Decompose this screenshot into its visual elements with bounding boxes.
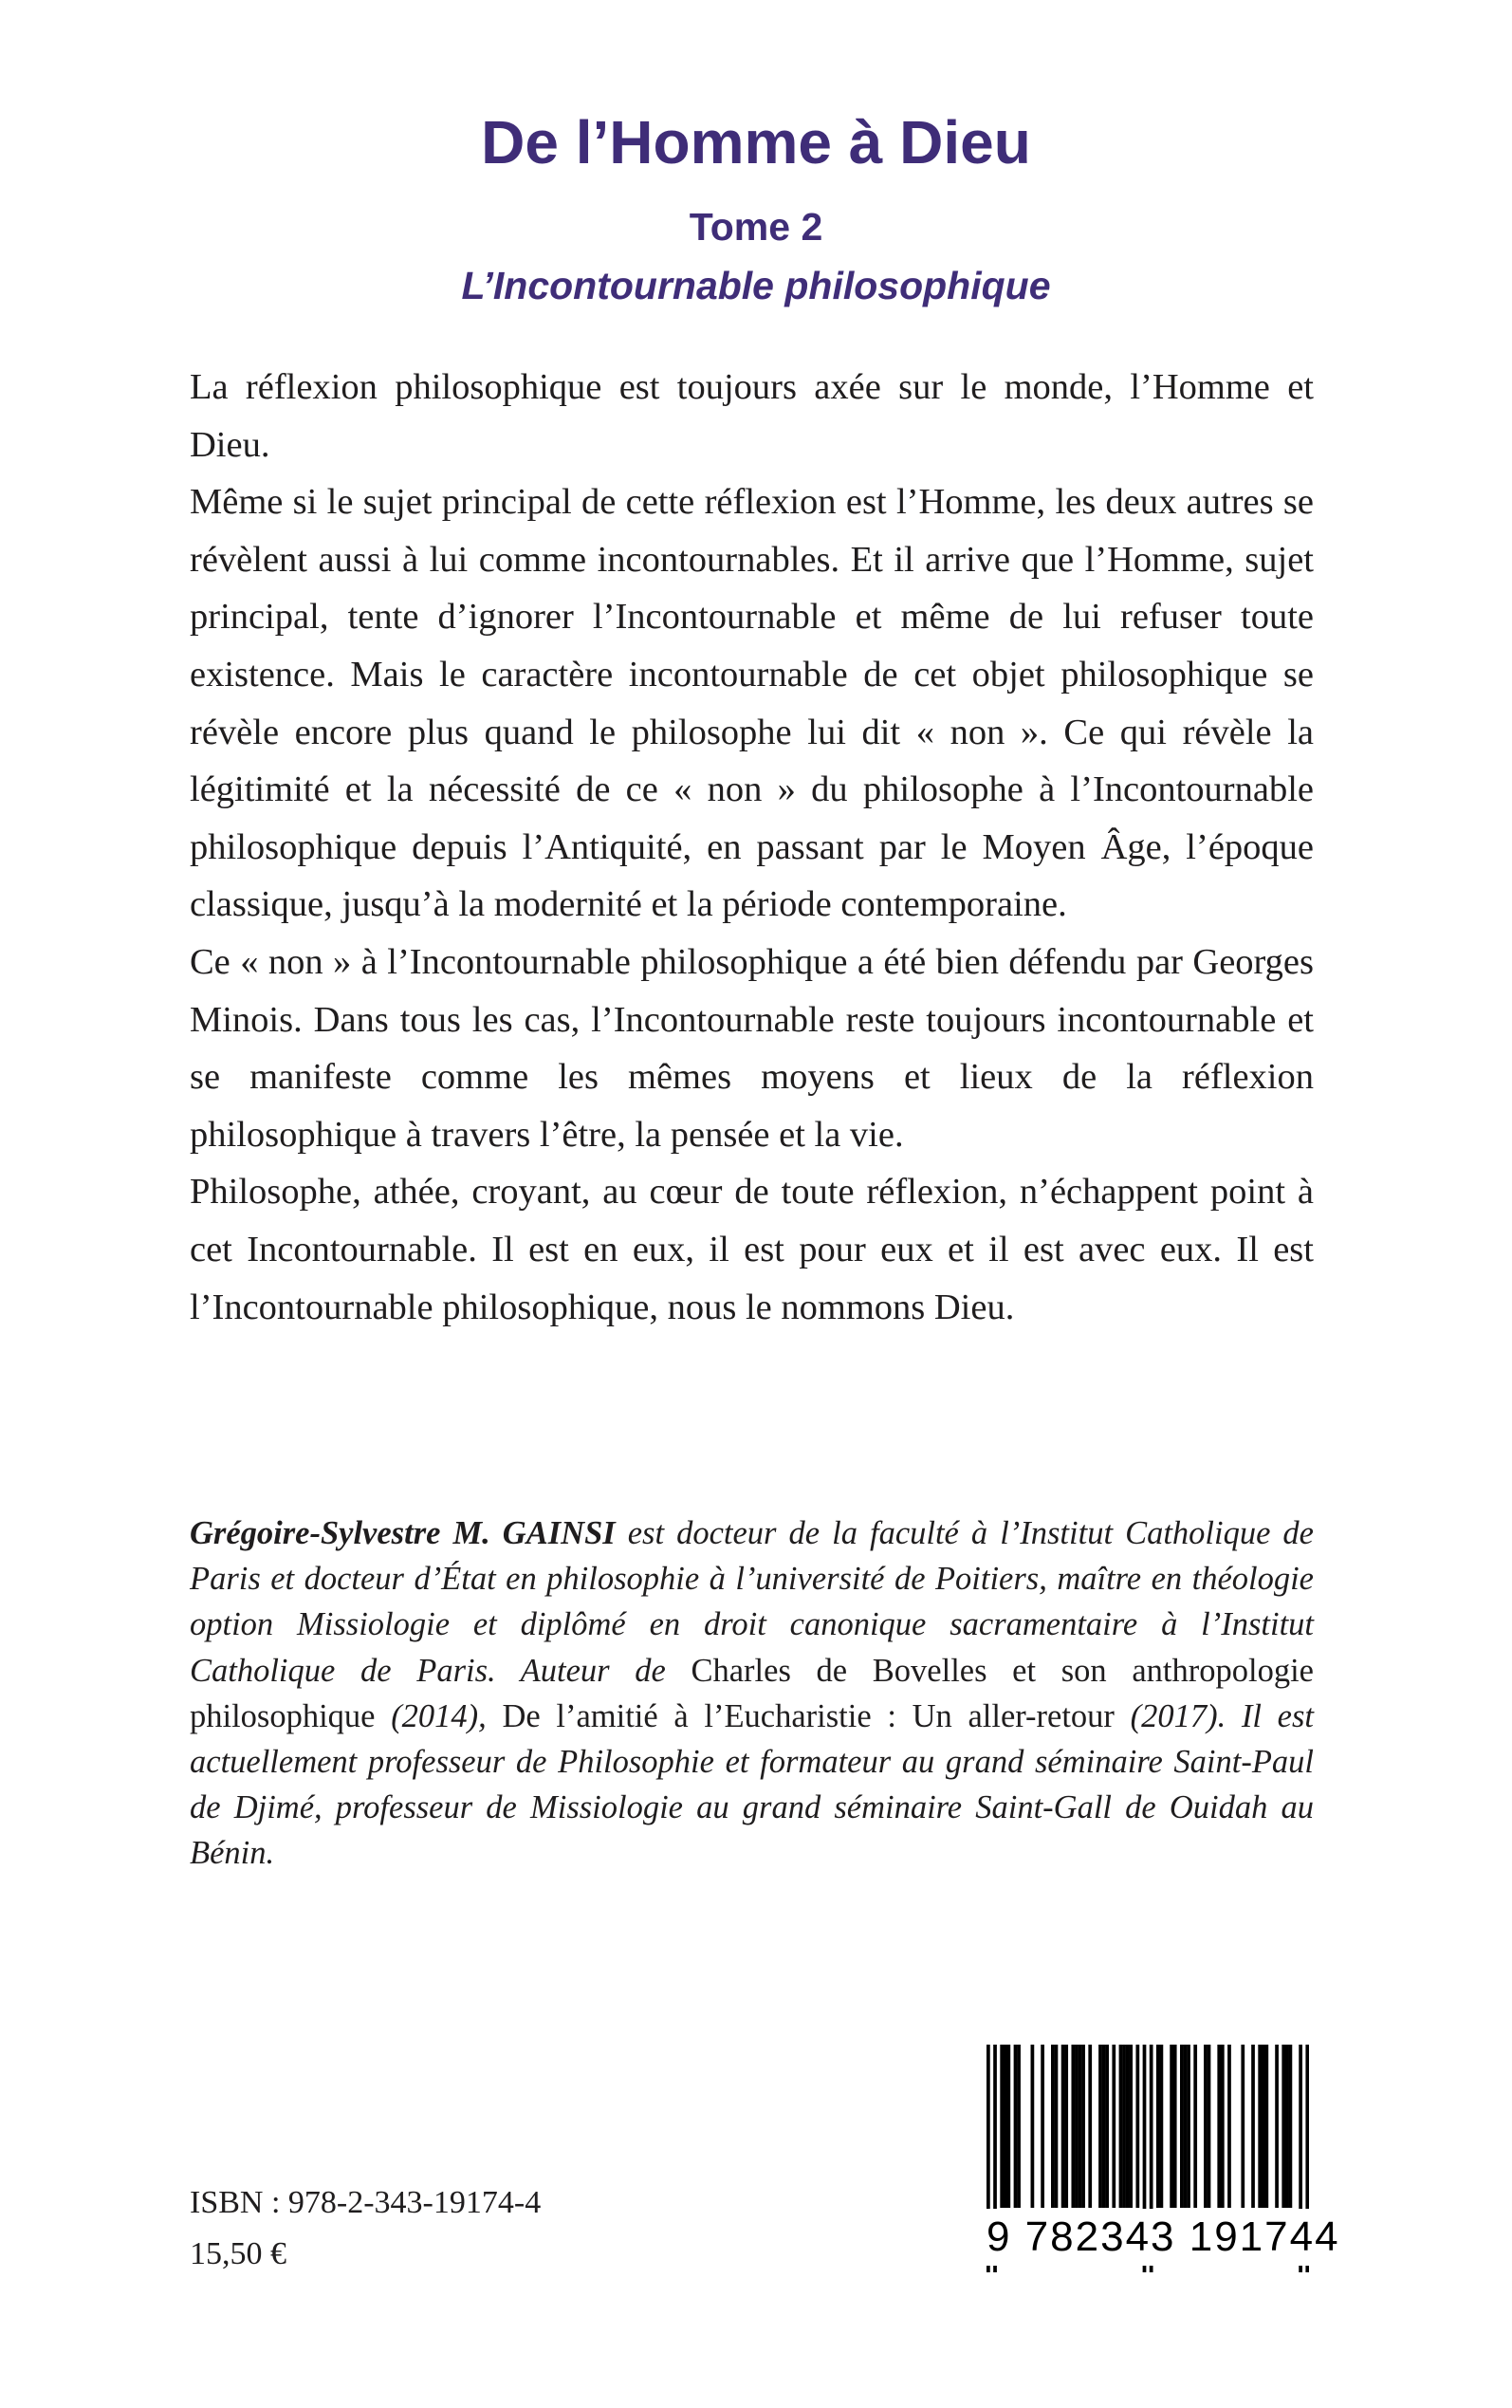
barcode-bar: [1285, 2045, 1289, 2208]
barcode-bar: [1204, 2045, 1208, 2208]
barcode-bar: [1014, 2045, 1018, 2208]
barcode-bar: [1102, 2045, 1106, 2208]
barcode-bar: [1184, 2045, 1188, 2208]
barcode-bar: [1227, 2045, 1231, 2208]
barcode-bar: [1122, 2045, 1126, 2208]
barcode-bar: [1258, 2045, 1262, 2208]
barcode-bar: [1041, 2045, 1044, 2208]
barcode-bar: [1217, 2045, 1221, 2208]
barcode-bar: [1017, 2045, 1021, 2208]
barcode-bar: [1282, 2045, 1285, 2208]
barcode-bar: [1193, 2045, 1197, 2208]
barcode-bar: [1160, 2045, 1164, 2208]
barcode-bar: [1208, 2045, 1211, 2208]
barcode-bar: [1061, 2045, 1065, 2208]
bio-text: (2017). Il est actuellement professeur de Philosophie et formateur au grand séminaire Saint-Paul de Djimé, professeur de Missiologie au grand séminaire Saint-Gall de Ouidah au Bénin.: [190, 1697, 1314, 1872]
blurb-paragraph: Philosophe, athée, croyant, au cœur de toute réflexion, n’échappent point à cet Incontournable. Il est en eux, il est pour eux et il est avec eux. Il est l’Incontournable philosophique, nous le nommons Dieu.: [190, 1172, 1314, 1327]
barcode-digits: 9 782343 191744: [986, 2209, 1309, 2266]
barcode-bar: [1129, 2045, 1133, 2208]
barcode-bar: [1262, 2045, 1265, 2208]
bio-text: (2014),: [375, 1697, 503, 1734]
bio-text: est docteur de la faculté à l’Institut Catholique de Paris et docteur d’État en philosophie à l’université de Poitiers, maître en théologie option Missiologie et diplômé en droit canonique sacramentaire à l’Institut Catholique de Paris. Auteur de: [190, 1515, 1314, 1689]
barcode-bar: [1187, 2045, 1190, 2208]
book-reference: De l’amitié à l’Eucharistie : Un aller-retour: [502, 1697, 1115, 1734]
barcode-bar: [1098, 2045, 1102, 2208]
book-reference: Charles de Bovelles et son anthropologie philosophique: [190, 1652, 1314, 1734]
blurb-paragraph: Ce « non » à l’Incontournable philosophique a été bien défendu par Georges Minois. Dans tous les cas, l’Incontournable reste toujours incontournable et se manifeste comme les mêmes moyens et lieux de la réflexion philosophique à travers l’être, la pensée et la vie.: [190, 941, 1314, 1155]
barcode-bar: [1241, 2045, 1245, 2208]
author-bio: [190, 1510, 1314, 1877]
barcode-bar: [1289, 2045, 1293, 2208]
barcode-bar: [1126, 2045, 1130, 2208]
barcode-bar: [1075, 2045, 1079, 2208]
barcode-bar: [1156, 2045, 1160, 2208]
barcode-bar: [1173, 2045, 1177, 2208]
barcode-bar: [1064, 2045, 1068, 2208]
barcode-bar: [1000, 2045, 1004, 2208]
book-title: De l’Homme à Dieu: [481, 108, 1031, 176]
barcode-bar: [1170, 2045, 1173, 2208]
barcode-bar: [1112, 2045, 1116, 2208]
barcode-bar: [1264, 2045, 1268, 2208]
barcode-bar: [1105, 2045, 1109, 2208]
barcode-bar: [1251, 2045, 1255, 2208]
barcode-bar: [1221, 2045, 1225, 2208]
volume-label: Tome 2: [689, 205, 823, 249]
blurb: [190, 359, 1314, 1336]
author-name: Grégoire-Sylvestre M. GAINSI: [190, 1515, 616, 1551]
isbn: ISBN : 978-2-343-19174-4: [190, 2185, 542, 2220]
barcode-bar: [1031, 2045, 1035, 2208]
barcode-bar: [1180, 2045, 1184, 2208]
barcode-bar: [1079, 2045, 1082, 2208]
barcode-bar: [1006, 2045, 1010, 2208]
barcode-bar: [1088, 2045, 1092, 2208]
blurb-paragraph: La réflexion philosophique est toujours axée sur le monde, l’Homme et Dieu.: [190, 367, 1314, 465]
barcode-bar: [1071, 2045, 1075, 2208]
barcode-bar: [1275, 2045, 1279, 2208]
price: 15,50 €: [190, 2236, 286, 2271]
book-subtitle: L’Incontournable philosophique: [461, 264, 1051, 307]
barcode-bar: [1051, 2045, 1055, 2208]
barcode-bar: [1081, 2045, 1085, 2208]
barcode-bar: [1135, 2045, 1139, 2208]
barcode-bar: [1004, 2045, 1007, 2208]
barcode-bar: [1119, 2045, 1123, 2208]
blurb-paragraph: Même si le sujet principal de cette réflexion est l’Homme, les deux autres se révèlent aussi à lui comme incontournables. Et il arrive que l’Homme, sujet principal, tente d’ignorer l’Incontournable et même de lui refuser toute existence. Mais le caractère incontournable de cet objet philosophique se révèle encore plus quand le philosophe lui dit « non ». Ce qui révèle la légitimité et la nécessité de ce « non » du philosophe à l’Incontournable philosophique depuis l’Antiquité, en passant par le Moyen Âge, l’époque classique, jusqu’à la modernité et la période contemporaine.: [190, 482, 1314, 925]
barcode-bar: [1055, 2045, 1059, 2208]
